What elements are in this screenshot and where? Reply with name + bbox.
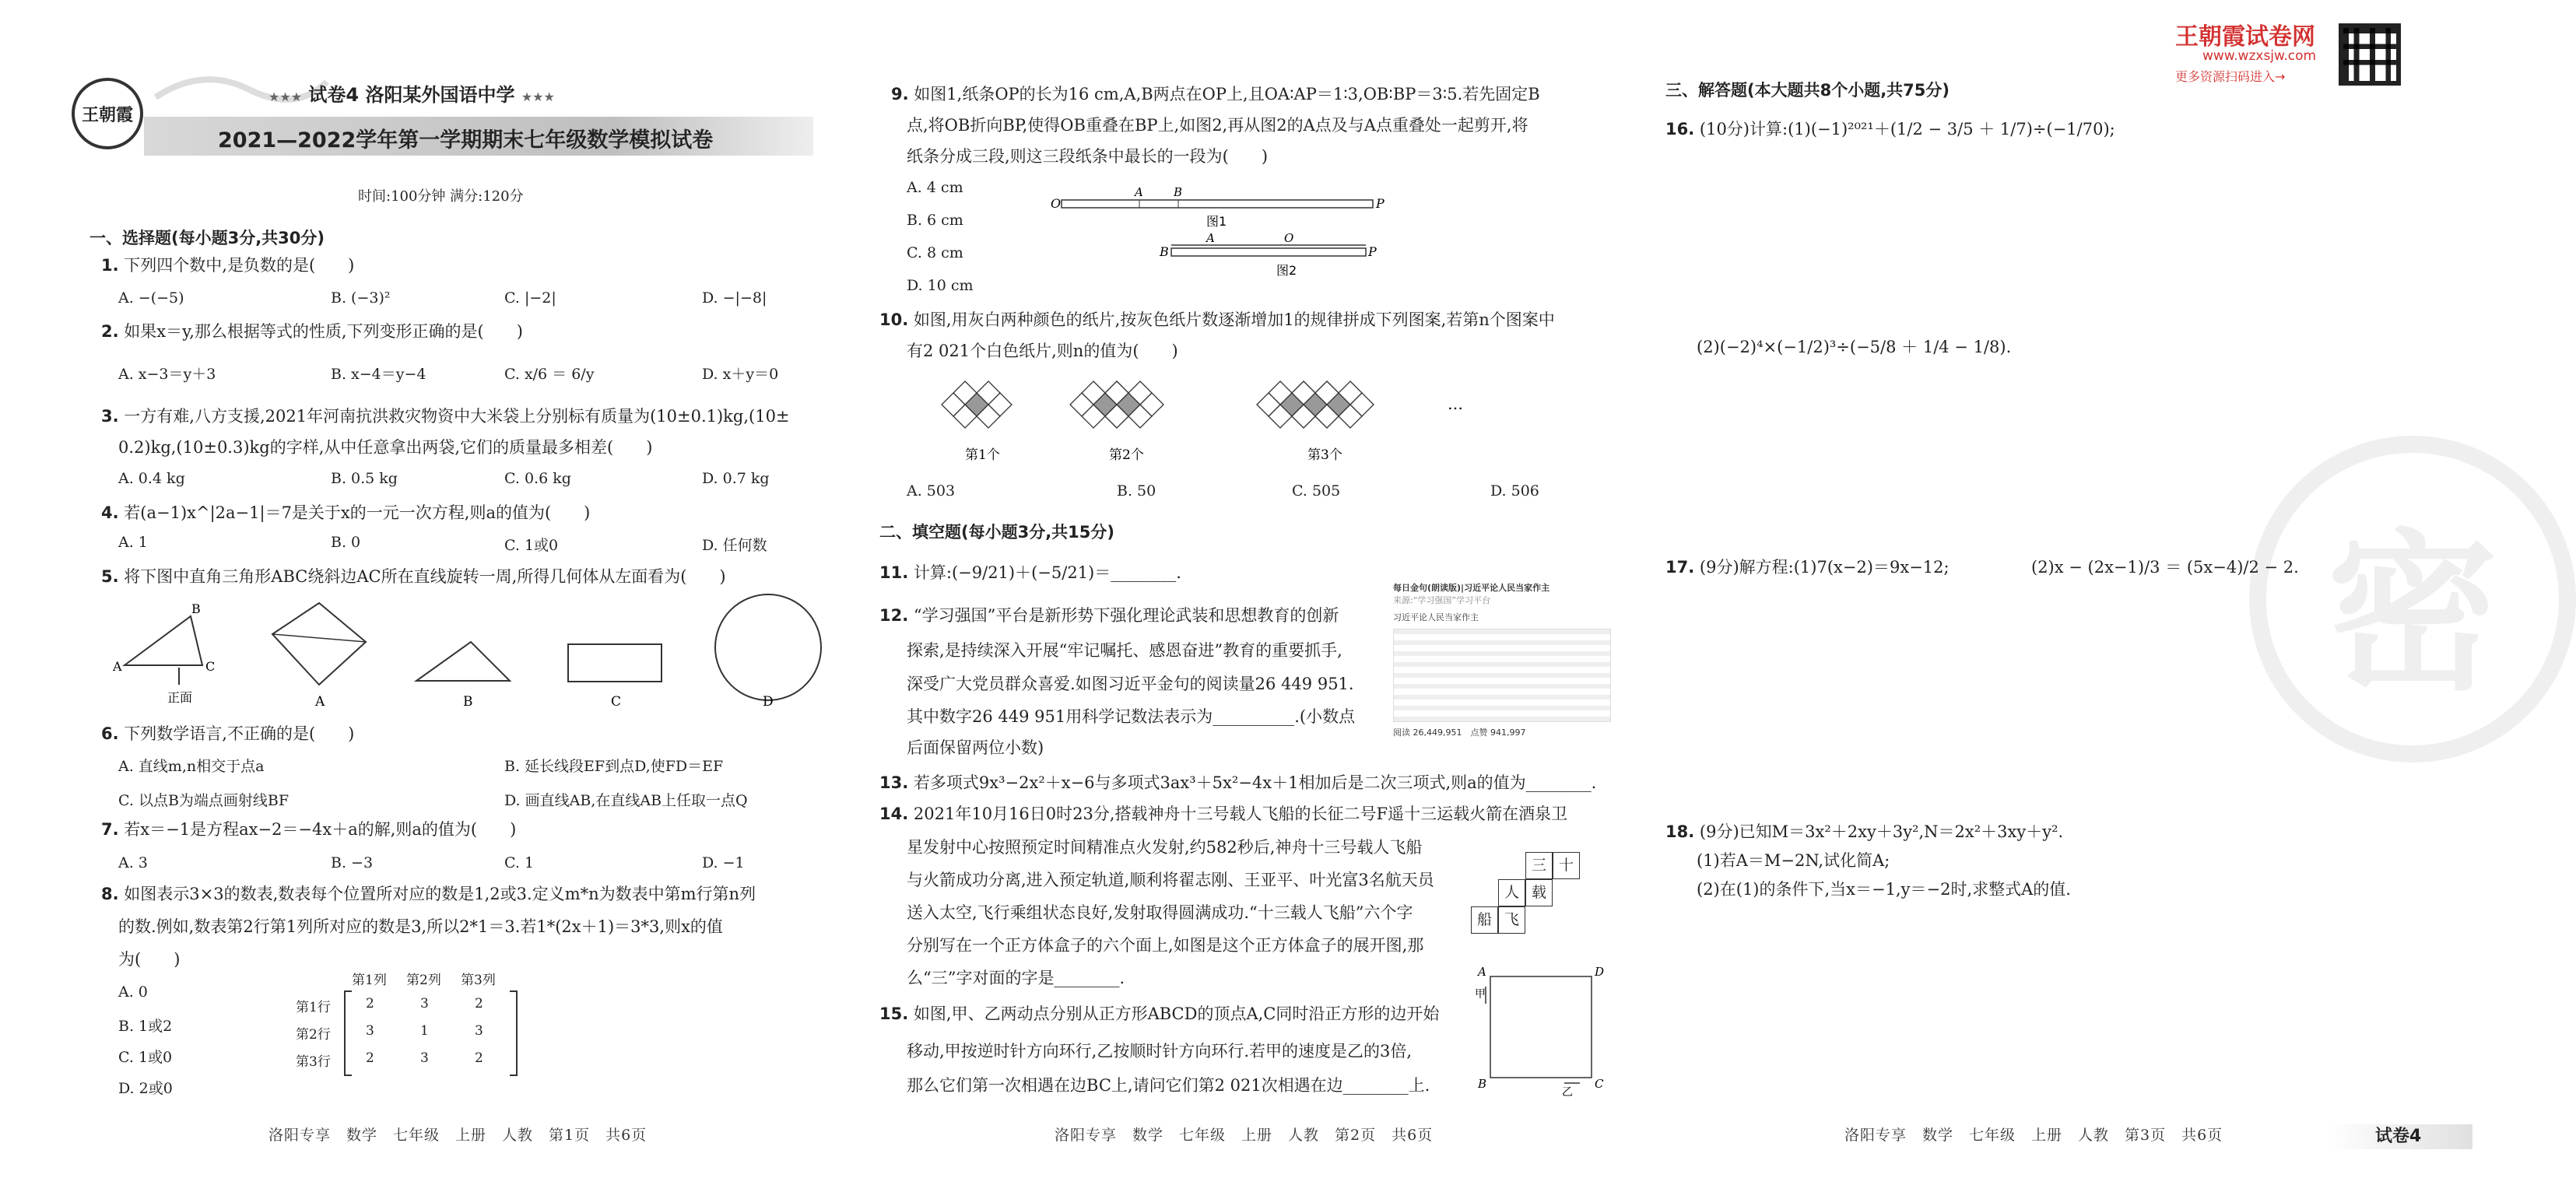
exam-tab-label: 试卷4 [2375, 1127, 2422, 1146]
label-a: A [113, 659, 122, 674]
card-subtitle: 习近平论人民当家作主 [1393, 612, 1479, 622]
question-10-line2: 有2 021个白色纸片,则n的值为( ) [907, 342, 1178, 360]
stars-left: ★★★ [268, 89, 303, 104]
brand-url: www.wzxsjw.com [2202, 48, 2317, 64]
q-part-1: (9分)解方程:(1)7(x−2)＝9x−12; [1699, 558, 1950, 577]
label-c: C [205, 659, 216, 674]
label-b2: B [1160, 244, 1169, 259]
q-num: 8. [101, 885, 119, 903]
watermark-seal [2249, 436, 2576, 763]
question-12-line3: 深受广大党员群众喜爱.如图习近平金句的阅读量26 449 951. [907, 675, 1354, 693]
col-header: 第1列 [352, 973, 387, 988]
pattern-caption: 第2个 [1109, 447, 1144, 463]
q1-option-b: B. (−3)² [331, 289, 391, 307]
table-cell: 3 [366, 1023, 374, 1039]
q-num: 9. [891, 85, 909, 103]
q-text: 若多项式9x³−2x²＋x−6与多项式3ax³＋5x²−4x＋1相加后是二次三项式,则a的值为________. [913, 773, 1597, 792]
option-c-label: C [611, 694, 622, 710]
question-16 [1665, 113, 2115, 145]
q10-option-d: D. 506 [1490, 482, 1539, 500]
question-2 [101, 315, 523, 348]
square-abcd-figure [1475, 965, 1607, 1097]
net-face: 飞 [1498, 906, 1525, 934]
net-face: 人 [1498, 879, 1525, 906]
card-read-count: 阅读 26,449,951 [1393, 727, 1462, 738]
q2-option-b: B. x−4＝y−4 [331, 366, 426, 383]
q9-option-a: A. 4 cm [907, 179, 963, 196]
cube-net [1471, 852, 1580, 938]
q10-option-b: B. 50 [1117, 482, 1156, 500]
exam-tab [2327, 1124, 2472, 1149]
label-o2: O [1284, 231, 1294, 245]
brand-slogan: 更多资源扫码进入→ [2175, 69, 2286, 84]
front-label: 正面 [167, 690, 193, 705]
option-a-label: A [315, 694, 325, 710]
table-cell: 2 [366, 1050, 374, 1066]
label-b: B [1174, 185, 1183, 199]
card-like-count: 点赞 941,997 [1470, 727, 1526, 738]
q-text: 如图,甲、乙两动点分别从正方形ABCD的顶点A,C同时沿正方形的边开始 [913, 1004, 1440, 1023]
question-14-line4: 送入太空,飞行乘组状态良好,发射取得圆满成功.“十三载人飞船”六个字 [907, 903, 1413, 922]
q6-option-d: D. 画直线AB,在直线AB上任取一点Q [504, 792, 748, 809]
q-text: 2021年10月16日0时23分,搭载神舟十三号载人飞船的长征二号F遥十三运载火箭在酒泉卫 [913, 805, 1568, 823]
q-num: 6. [101, 724, 119, 743]
vertex-b: B [1478, 1077, 1487, 1091]
vertex-a: A [1478, 965, 1486, 979]
q-text: 计算:(−9/21)＋(−5/21)＝________. [913, 563, 1181, 582]
option-c-shape [568, 644, 662, 682]
question-12 [879, 599, 1339, 632]
q-num: 13. [879, 773, 909, 792]
card-image [1393, 629, 1611, 722]
question-16-part-2: (2)(−2)⁴×(−1/2)³÷(−5/8 ＋ 1/4 − 1/8). [1697, 338, 2012, 356]
question-14 [879, 798, 1567, 830]
q1-option-c: C. |−2| [504, 289, 556, 307]
q8-number-table [288, 969, 521, 1078]
q-num: 14. [879, 805, 909, 823]
right-triangle [125, 616, 202, 665]
q-num: 12. [879, 606, 909, 625]
q-text: 如图表示3×3的数表,数表每个位置所对应的数是1,2或3.定义m*n为数表中第m行第n列 [124, 885, 756, 903]
q-text: 若x＝−1是方程ax−2＝−4x＋a的解,则a的值为( ) [124, 820, 517, 839]
question-17-part-2: (2)x − (2x−1)/3 ＝ (5x−4)/2 − 2. [2031, 558, 2299, 577]
q7-option-a: A. 3 [118, 854, 148, 871]
fig1-caption: 图1 [1206, 214, 1227, 229]
q8-option-d: D. 2或0 [118, 1080, 173, 1097]
q9-option-b: B. 6 cm [907, 212, 963, 229]
q-num: 15. [879, 1004, 909, 1023]
q4-option-a: A. 1 [118, 534, 148, 551]
option-b-label: B [463, 694, 473, 710]
q8-option-c: C. 1或0 [118, 1049, 173, 1066]
question-13 [879, 766, 1596, 799]
q9-option-d: D. 10 cm [907, 277, 974, 294]
exam-meta: 时间:100分钟 满分:120分 [358, 188, 524, 205]
section-1-title: 一、选择题(每小题3分,共30分) [89, 229, 325, 247]
question-10 [879, 303, 1555, 336]
q-num: 17. [1665, 558, 1695, 577]
option-a-shape [272, 603, 366, 685]
q8-option-b: B. 1或2 [118, 1018, 173, 1035]
section-2-title: 二、填空题(每小题3分,共15分) [879, 523, 1115, 542]
q4-option-d: D. 任何数 [702, 537, 767, 554]
q-text: 将下图中直角三角形ABC绕斜边AC所在直线旋转一周,所得几何体从左面看为( ) [124, 567, 726, 586]
strip-1 [1062, 200, 1373, 208]
exam-title-main: 2021—2022学年第一学期期末七年级数学模拟试卷 [218, 128, 714, 153]
q9-figure [1051, 183, 1393, 284]
q-num: 16. [1665, 120, 1695, 138]
page-footer: 洛阳专享 数学 七年级 上册 人教 第2页 共6页 [1055, 1127, 1434, 1144]
q2-option-c: C. x/6 ＝ 6/y [504, 366, 595, 383]
label-a2: A [1206, 231, 1215, 245]
q-text: 如图,用灰白两种颜色的纸片,按灰色纸片数逐渐增加1的规律拼成下列图案,若第n个图案中 [913, 310, 1555, 329]
q2-option-a: A. x−3＝y＋3 [118, 366, 216, 383]
card-stats [1393, 727, 1611, 739]
q-text: “学习强国”平台是新形势下强化理论武装和思想教育的创新 [913, 606, 1339, 625]
q-num: 10. [879, 310, 909, 329]
q6-option-a: A. 直线m,n相交于点a [118, 758, 265, 775]
q-num: 5. [101, 567, 119, 586]
q-num: 1. [101, 256, 119, 275]
question-15 [879, 997, 1439, 1030]
question-15-line2: 移动,甲按逆时针方向环行,乙按顺时针方向环行.若甲的速度是乙的3倍, [907, 1042, 1413, 1061]
q6-option-c: C. 以点B为端点画射线BF [118, 792, 290, 809]
q8-option-a: A. 0 [118, 983, 148, 1001]
q9-option-c: C. 8 cm [907, 244, 963, 261]
left-bracket [344, 990, 352, 1076]
col-header: 第2列 [406, 973, 441, 988]
q-num: 3. [101, 407, 119, 426]
exam-title-small [268, 79, 555, 107]
ellipsis: … [1448, 394, 1463, 413]
watermark-text: 密 [2326, 514, 2498, 713]
q2-option-d: D. x＋y＝0 [702, 366, 779, 383]
question-12-line5: 后面保留两位小数) [907, 738, 1044, 757]
q-text: 如图1,纸条OP的长为16 cm,A,B两点在OP上,且OA∶AP＝1∶3,OB∶BP＝3∶5.若先固定B [914, 85, 1540, 103]
label-o: O [1051, 196, 1062, 211]
question-7 [101, 813, 516, 846]
question-6 [101, 717, 354, 750]
q-text: 下列四个数中,是负数的是( ) [124, 256, 355, 275]
q7-option-b: B. −3 [331, 854, 374, 871]
question-3-line2: 0.2)kg,(10±0.3)kg的字样,从中任意拿出两袋,它们的质量最多相差( ) [118, 438, 653, 457]
option-b-shape [416, 642, 510, 681]
row-header: 第3行 [296, 1054, 331, 1070]
col-header: 第3列 [461, 973, 496, 988]
qr-code [2339, 23, 2401, 86]
q-text: 一方有难,八方支援,2021年河南抗洪救灾物资中大米袋上分别标有质量为(10±0.1)kg,(10± [124, 407, 790, 426]
label-p2: P [1368, 244, 1377, 259]
q3-option-b: B. 0.5 kg [331, 470, 398, 487]
q-part-1: (10分)计算:(1)(−1)²⁰²¹＋(1/2 − 3/5 ＋ 1/7)÷(−1/70); [1699, 120, 2115, 138]
label-b: B [191, 601, 201, 616]
question-3 [101, 400, 790, 433]
q-text: (9分)已知M＝3x²＋2xy＋3y²,N＝2x²＋3xy＋y². [1699, 822, 2064, 841]
question-15-line3: 那么它们第一次相遇在边BC上,请问它们第2 021次相遇在边________上. [907, 1076, 1430, 1095]
question-5 [101, 560, 726, 593]
q3-option-c: C. 0.6 kg [504, 470, 571, 487]
q4-option-c: C. 1或0 [504, 537, 559, 554]
q3-option-a: A. 0.4 kg [118, 470, 185, 487]
page-2 [848, 0, 1627, 1185]
q10-option-a: A. 503 [907, 482, 956, 500]
question-1 [101, 249, 354, 282]
question-8-line2: 的数.例如,数表第2行第1列所对应的数是3,所以2*1＝3.若1*(2x＋1)＝3*3,则x的值 [118, 917, 723, 936]
q-num: 18. [1665, 822, 1695, 841]
q1-option-a: A. −(−5) [118, 289, 184, 307]
q4-option-b: B. 0 [331, 534, 361, 551]
question-18 [1665, 815, 2063, 848]
page-footer: 洛阳专享 数学 七年级 上册 人教 第1页 共6页 [268, 1127, 648, 1144]
q7-option-d: D. −1 [702, 854, 745, 871]
question-18-part-1: (1)若A＝M−2N,试化简A; [1697, 851, 1890, 870]
question-14-line6: 么“三”字对面的字是________. [907, 969, 1125, 987]
strip-2 [1171, 248, 1366, 256]
page-footer: 洛阳专享 数学 七年级 上册 人教 第3页 共6页 [1844, 1127, 2223, 1144]
q5-figure [109, 599, 794, 716]
question-14-line2: 星发射中心按照预定时间精准点火发射,约582秒后,神舟十三号载人飞船 [907, 838, 1423, 857]
vertex-c: C [1595, 1077, 1604, 1091]
question-12-line2: 探索,是持续深入开展“牢记嘱托、感恩奋进”教育的重要抓手, [907, 641, 1342, 660]
label-yi: 乙 [1562, 1086, 1573, 1099]
question-9-line3: 纸条分成三段,则这三段纸条中最长的一段为( ) [907, 147, 1269, 166]
table-cell: 3 [420, 996, 429, 1011]
q-num: 2. [101, 322, 119, 341]
logo-text: 王朝霞 [81, 105, 133, 125]
question-12-line4: 其中数字26 449 951用科学记数法表示为__________.(小数点 [907, 707, 1356, 726]
q6-option-b: B. 延长线段EF到点D,使FD＝EF [504, 758, 724, 775]
card-source: 来源:“学习强国”学习平台 [1393, 595, 1491, 605]
section-3-title: 三、解答题(本大题共8个小题,共75分) [1665, 81, 1950, 100]
table-cell: 2 [366, 996, 374, 1011]
table-cell: 3 [420, 1050, 429, 1066]
net-face: 十 [1553, 852, 1580, 879]
option-d-shape [715, 594, 821, 700]
right-bracket [510, 990, 518, 1076]
stars-right: ★★★ [521, 89, 555, 104]
question-11 [879, 556, 1181, 589]
table-cell: 2 [475, 1050, 483, 1066]
table-cell: 3 [475, 1023, 483, 1039]
q-num: 4. [101, 503, 119, 522]
question-8 [101, 878, 756, 910]
q7-option-c: C. 1 [504, 854, 535, 871]
brand-name: 王朝霞试卷网 [2175, 23, 2315, 51]
square [1490, 976, 1592, 1078]
question-9 [891, 78, 1540, 110]
pattern-caption: 第1个 [965, 447, 1000, 463]
exam-school: 试卷4 洛阳某外国语中学 [308, 84, 515, 106]
row-header: 第1行 [296, 1000, 331, 1015]
q-num: 7. [101, 820, 119, 839]
q1-option-d: D. −|−8| [702, 289, 767, 307]
option-d-label: D [763, 694, 774, 710]
q-text: 下列数学语言,不正确的是( ) [124, 724, 355, 743]
card-title: 每日金句(朗读版)|习近平论人民当家作主 [1393, 583, 1550, 593]
vertex-d: D [1595, 965, 1605, 979]
question-9-line2: 点,将OB折向BP,使得OB重叠在BP上,如图2,再从图2的A点及与A点重叠处一起剪开,将 [907, 116, 1528, 135]
question-18-part-2: (2)在(1)的条件下,当x＝−1,y＝−2时,求整式A的值. [1697, 880, 2071, 899]
label-jia: 甲 [1475, 988, 1486, 1001]
brand-logo [72, 78, 143, 149]
q3-option-d: D. 0.7 kg [702, 470, 770, 487]
xuexi-qiangguo-card [1393, 582, 1611, 761]
question-14-line5: 分别写在一个正方体盒子的六个面上,如图是这个正方体盒子的展开图,那 [907, 936, 1424, 955]
question-14-line3: 与火箭成功分离,进入预定轨道,顺利将翟志刚、王亚平、叶光富3名航天员 [907, 871, 1434, 889]
fig2-caption: 图2 [1276, 263, 1297, 278]
net-face: 船 [1471, 906, 1498, 934]
q-num: 11. [879, 563, 909, 582]
q10-option-c: C. 505 [1292, 482, 1341, 500]
question-4 [101, 496, 590, 529]
pattern-caption: 第3个 [1307, 447, 1342, 463]
page-3 [1627, 0, 2498, 1185]
q-text: 如果x＝y,那么根据等式的性质,下列变形正确的是( ) [124, 322, 523, 341]
question-8-line3: 为( ) [118, 950, 181, 969]
page-1 [0, 0, 848, 1185]
question-17 [1665, 551, 1950, 584]
table-cell: 1 [420, 1023, 429, 1039]
q10-pattern-figure [942, 373, 1627, 467]
q-text: 若(a−1)x^|2a−1|＝7是关于x的一元一次方程,则a的值为( ) [124, 503, 591, 522]
row-header: 第2行 [296, 1027, 331, 1043]
net-face: 载 [1525, 879, 1553, 906]
label-a: A [1135, 185, 1143, 199]
table-cell: 2 [475, 996, 483, 1011]
label-p: P [1376, 196, 1385, 211]
net-face: 三 [1525, 852, 1553, 879]
